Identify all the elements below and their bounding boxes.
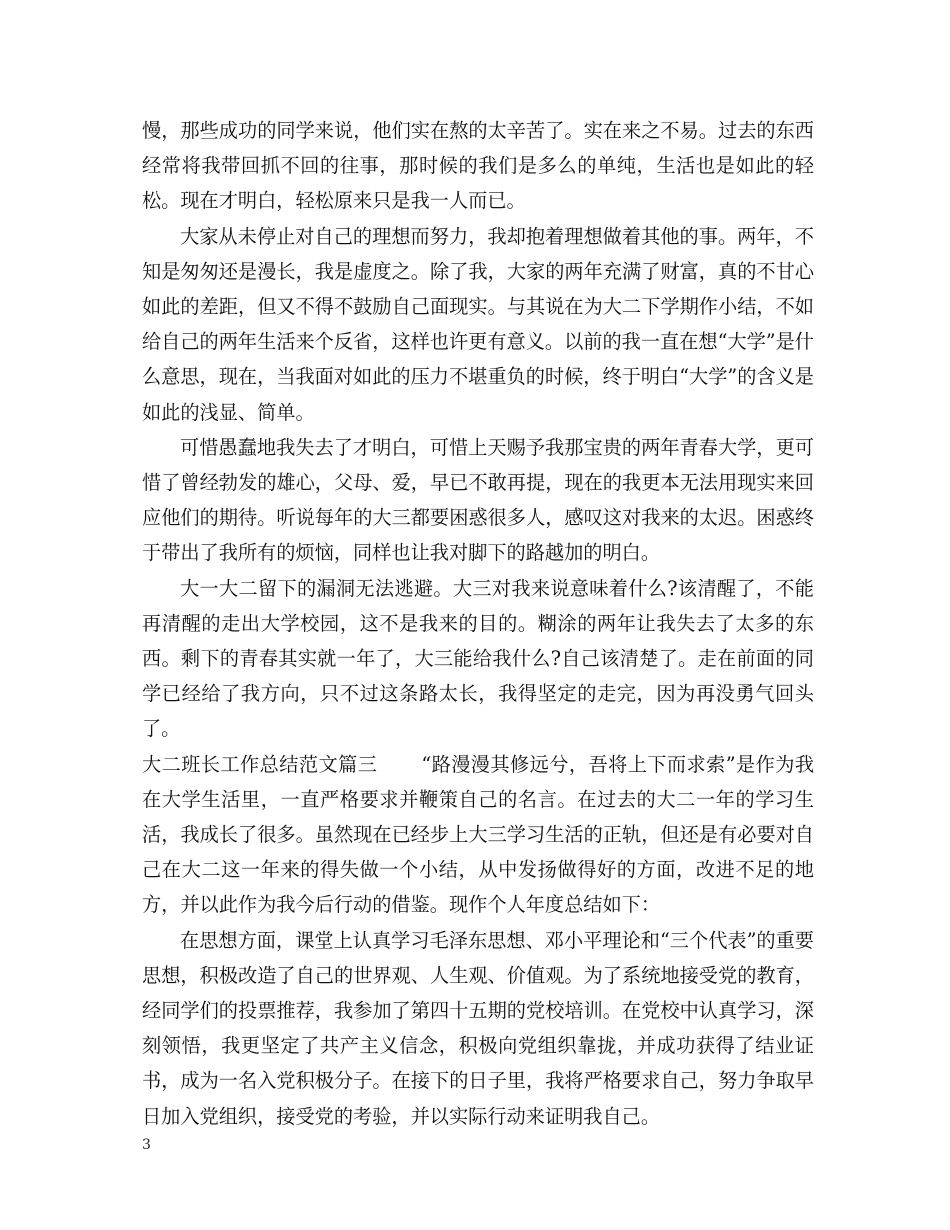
- document-body: [142, 113, 814, 1134]
- paragraph-1: 慢，那些成功的同学来说，他们实在熬的太辛苦了。实在来之不易。过去的东西经常将我带回抓不回的往事，那时候的我们是多么的单纯，生活也是如此的轻松。现在才明白，轻松原来只是我一人而已。: [142, 119, 814, 213]
- paragraph-3: 可惜愚蠢地我失去了才明白，可惜上天赐予我那宝贵的两年青春大学，更可惜了曾经勃发的雄心，父母、爱，早已不敢再提，现在的我更本无法用现实来回应他们的期待。听说每年的大三都要困惑很多人，感叹这对我来的太迟。困惑终于带出了我所有的烦恼，同样也让我对脚下的路越加的明白。: [142, 435, 814, 565]
- section-paragraph-text: “路漫漫其修远兮，吾将上下而求索”是作为我在大学生活里，一直严格要求并鞭策自己的名言。在过去的大二一年的学习生活，我成长了很多。虽然现在已经步上大三学习生活的正轨，但还是有必要对自己在大二这一年来的得失做一个小结，从中发扬做得好的方面，改进不足的地方，并以此作为我今后行动的借鉴。现作个人年度总结如下：: [142, 752, 815, 917]
- section-title: 大二班长工作总结范文篇三: [142, 752, 378, 776]
- section-paragraph: [142, 747, 814, 923]
- paragraph-6: 在思想方面，课堂上认真学习毛泽东思想、邓小平理论和“三个代表”的重要思想，积极改造了自己的世界观、人生观、价值观。为了系统地接受党的教育，经同学们的投票推荐，我参加了第四十五期的党校培训。在党校中认真学习，深刻领悟，我更坚定了共产主义信念，积极向党组织靠拢，并成功获得了结业证书，成为一名入党积极分子。在接下的日子里，我将严格要求自己，努力争取早日加入党组织，接受党的考验，并以实际行动来证明我自己。: [142, 928, 814, 1128]
- paragraph-2: 大家从未停止对自己的理想而努力，我却抱着理想做着其他的事。两年，不知是匆匆还是漫长，我是虚度之。除了我，大家的两年充满了财富，真的不甘心如此的差距，但又不得不鼓励自己面现实。与其说在为大二下学期作小结，不如给自己的两年生活来个反省，这样也许更有意义。以前的我一直在想“大学”是什么意思，现在，当我面对如此的压力不堪重负的时候，终于明白“大学”的含义是如此的浅显、简单。: [142, 224, 814, 424]
- paragraph-4: 大一大二留下的漏洞无法逃避。大三对我来说意味着什么?该清醒了，不能再清醒的走出大学校园，这不是我来的目的。糊涂的两年让我失去了太多的东西。剩下的青春其实就一年了，大三能给我什么?自己该清楚了。走在前面的同学已经给了我方向，只不过这条路太长，我得坚定的走完，因为再没勇气回头了。: [142, 576, 814, 741]
- page-number: 3: [142, 1137, 151, 1153]
